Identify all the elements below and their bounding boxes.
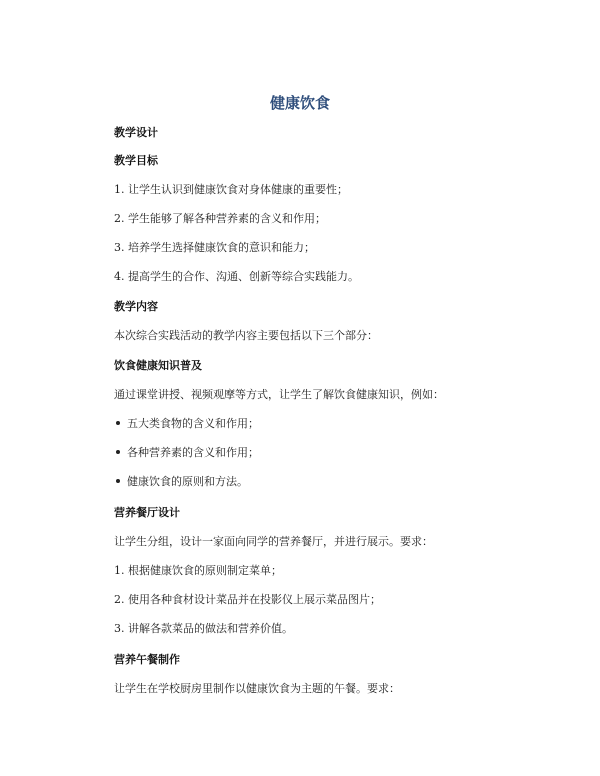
document-title: 健康饮食 [269, 94, 330, 112]
heading-teaching-goals: 教学目标 [114, 154, 158, 167]
goal-item-2: 2. 学生能够了解各种营养素的含义和作用； [114, 212, 326, 225]
diet-knowledge-paragraph: 通过课堂讲授、视频观摩等方式，让学生了解饮食健康知识，例如： [114, 388, 444, 401]
restaurant-intro-paragraph: 让学生分组，设计一家面向同学的营养餐厅，并进行展示。要求： [114, 535, 433, 548]
heading-nutrition-lunch: 营养午餐制作 [114, 653, 180, 666]
heading-teaching-content: 教学内容 [114, 300, 158, 313]
restaurant-item-3: 3. 讲解各款菜品的做法和营养价值。 [114, 622, 293, 635]
restaurant-item-1: 1. 根据健康饮食的原则制定菜单； [114, 564, 282, 577]
lunch-intro-paragraph: 让学生在学校厨房里制作以健康饮食为主题的午餐。要求： [114, 682, 400, 695]
bullet-text: 五大类食物的含义和作用； [127, 417, 259, 430]
content-intro-paragraph: 本次综合实践活动的教学内容主要包括以下三个部分： [114, 329, 378, 342]
bullet-item [114, 474, 248, 490]
heading-teaching-design: 教学设计 [114, 126, 158, 139]
bullet-dot-icon [116, 421, 120, 425]
restaurant-item-2: 2. 使用各种食材设计菜品并在投影仪上展示菜品图片； [114, 593, 381, 606]
bullet-dot-icon [116, 450, 120, 454]
bullet-item [114, 445, 259, 461]
goal-item-3: 3. 培养学生选择健康饮食的意识和能力； [114, 241, 315, 254]
bullet-item [114, 416, 259, 432]
bullet-text: 各种营养素的含义和作用； [127, 446, 259, 459]
bullet-dot-icon [116, 479, 120, 483]
heading-diet-knowledge: 饮食健康知识普及 [114, 359, 202, 372]
heading-nutrition-restaurant: 营养餐厅设计 [114, 506, 180, 519]
goal-item-1: 1. 让学生认识到健康饮食对身体健康的重要性； [114, 183, 348, 196]
goal-item-4: 4. 提高学生的合作、沟通、创新等综合实践能力。 [114, 270, 359, 283]
bullet-text: 健康饮食的原则和方法。 [127, 475, 248, 488]
